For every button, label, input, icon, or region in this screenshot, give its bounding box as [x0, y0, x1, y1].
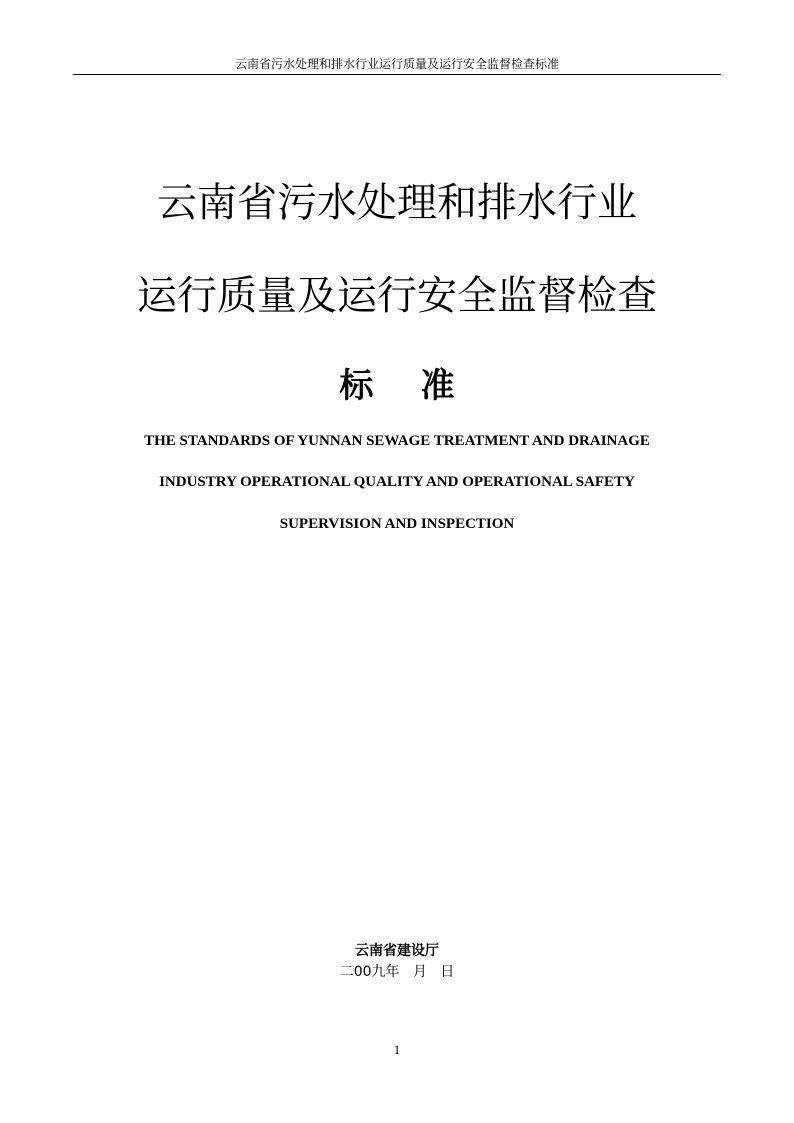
issuing-authority: 云南省建设厅	[355, 943, 439, 959]
english-title-line-3: SUPERVISION AND INSPECTION	[279, 516, 515, 532]
english-title-line-2: INDUSTRY OPERATIONAL QUALITY AND OPERATIONAL SAFETY	[159, 474, 635, 490]
document-subtitle: 标 准	[339, 366, 455, 406]
header-rule	[73, 74, 721, 75]
english-title-line-1: THE STANDARDS OF YUNNAN SEWAGE TREATMENT AND DRAINAGE	[144, 433, 650, 449]
running-header: 云南省污水处理和排水行业运行质量及运行安全监督检查标准	[234, 57, 559, 71]
page-number: 1	[393, 1042, 401, 1057]
document-title-line-2: 运行质量及运行安全监督检查	[137, 273, 657, 319]
document-title-line-1: 云南省污水处理和排水行业	[157, 180, 637, 226]
issue-date: 二00九年 月 日	[339, 964, 455, 980]
